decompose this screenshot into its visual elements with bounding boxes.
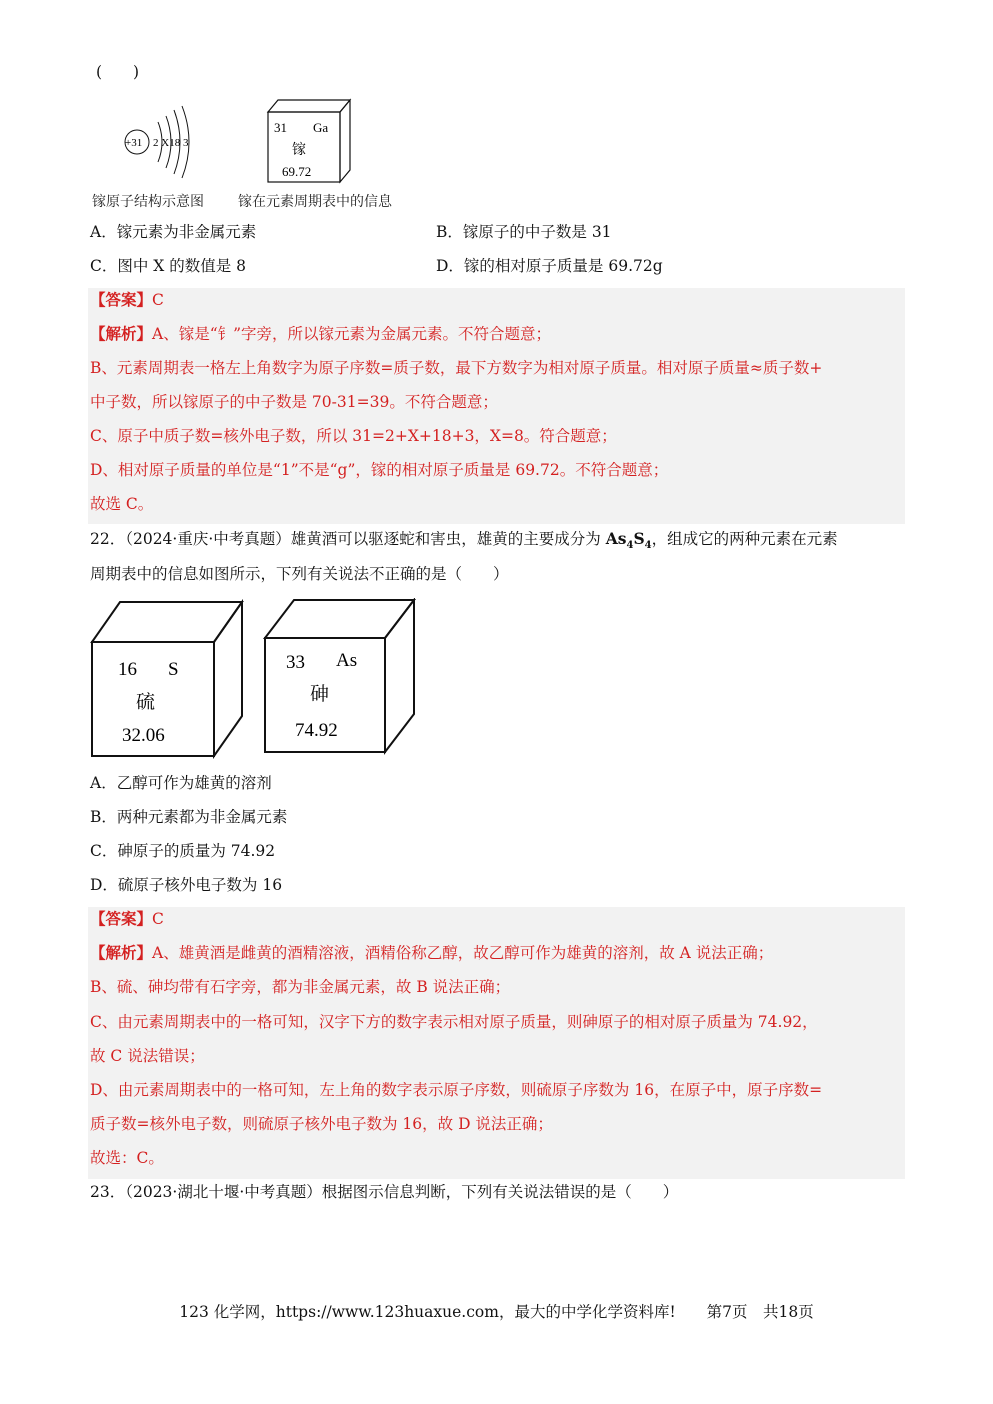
- s-mass: 32.06: [122, 725, 165, 746]
- sulfur-cell: [92, 602, 242, 756]
- analysis-22-line2: B、硫、砷均带有石字旁，都为非金属元素，故 B 说法正确；: [90, 978, 511, 996]
- gallium-figure: [110, 92, 410, 192]
- q22-option-c: C．砷原子的质量为 74.92: [90, 842, 276, 860]
- as-name: 砷: [310, 683, 330, 705]
- analysis-label: 【解析】: [90, 324, 153, 343]
- q22-option-a: A．乙醇可作为雄黄的溶剂: [90, 774, 272, 792]
- answer-value: C: [152, 291, 164, 309]
- s-number: 16: [118, 659, 137, 680]
- q22-stem-start: 22．（2024·重庆·中考真题）雄黄酒可以驱逐蛇和害虫，雄黄的主要成分为: [90, 530, 606, 548]
- answer-label: 【答案】: [90, 290, 153, 309]
- q22-option-d: D．硫原子核外电子数为 16: [90, 876, 283, 894]
- arsenic-cell: [265, 600, 414, 752]
- answer-label: 【答案】: [90, 909, 153, 928]
- analysis-21-line2: B、元素周期表一格左上角数字为原子序数=质子数，最下方数字为相对原子质量。相对原子质量≈质子数+: [90, 359, 823, 377]
- answer-21: [90, 290, 164, 310]
- question-22-line2: 周期表中的信息如图所示，下列有关说法不正确的是（ ）: [90, 565, 509, 583]
- sulfur-arsenic-figure: [88, 598, 418, 763]
- page-footer: 123 化学网，https://www.123huaxue.com，最大的中学化学资料库! 第7页 共18页: [179, 1303, 814, 1321]
- question-23-line1: 23．（2023·湖北十堰·中考真题）根据图示信息判断，下列有关说法错误的是（ ）: [90, 1183, 679, 1201]
- analysis-21-line6: 故选 C。: [90, 495, 154, 513]
- q22-stem-end: ，组成它的两种元素在元素: [651, 530, 838, 548]
- as-mass: 74.92: [295, 720, 338, 741]
- analysis-21-line4: C、原子中质子数=核外电子数，所以 31=2+X+18+3，X=8。符合题意；: [90, 427, 617, 445]
- analysis-21-line5: D、相对原子质量的单位是“1”不是“g”，镓的相对原子质量是 69.72。不符合题意；: [90, 461, 669, 479]
- atom-shells: 2 X18 3: [153, 137, 189, 149]
- s-symbol: S: [168, 659, 179, 680]
- analysis-label: 【解析】: [90, 943, 153, 962]
- analysis-22-line4: 故 C 说法错误；: [90, 1047, 205, 1065]
- analysis-22-line1: [90, 943, 773, 963]
- option-a: A．镓元素为非金属元素: [90, 223, 257, 241]
- caption-atom: 镓原子结构示意图: [92, 194, 204, 210]
- gallium-atom-diagram: [125, 106, 189, 178]
- answer-value: C: [152, 910, 164, 928]
- gallium-cell: [268, 100, 350, 182]
- atom-nucleus: +31: [125, 137, 143, 149]
- answer-22: [90, 909, 164, 929]
- option-c: C．图中 X 的数值是 8: [90, 257, 247, 275]
- question-paren: ( ): [96, 63, 140, 81]
- ga-mass: 69.72: [282, 164, 312, 179]
- analysis-21-line1: [90, 324, 551, 344]
- option-b: B．镓原子的中子数是 31: [436, 223, 612, 241]
- analysis-text: A、雄黄酒是雌黄的酒精溶液，酒精俗称乙醇，故乙醇可作为雄黄的溶剂，故 A 说法正确；: [152, 944, 774, 962]
- as-number: 33: [286, 652, 305, 673]
- analysis-22-line7: 故选：C。: [90, 1149, 164, 1167]
- option-d: D．镓的相对原子质量是 69.72g: [436, 257, 663, 275]
- analysis-21-line3: 中子数，所以镓原子的中子数是 70-31=39。不符合题意；: [90, 393, 498, 411]
- analysis-22-line3: C、由元素周期表中的一格可知，汉字下方的数字表示相对原子质量，则砷原子的相对原子质量为 74.92，: [90, 1013, 818, 1031]
- ga-symbol: Ga: [313, 120, 329, 135]
- question-22-line1: [90, 529, 838, 556]
- q22-option-b: B．两种元素都为非金属元素: [90, 808, 288, 826]
- s-name: 硫: [136, 691, 156, 713]
- ga-name: 镓: [292, 142, 306, 158]
- formula: $As_4S_4$: [605, 529, 652, 552]
- as-symbol: As: [336, 650, 358, 671]
- ga-number: 31: [274, 120, 287, 135]
- analysis-22-line5: D、由元素周期表中的一格可知，左上角的数字表示原子序数，则硫原子序数为 16，在原子中，原子序数=: [90, 1081, 823, 1099]
- analysis-text: A、镓是“钅”字旁，所以镓元素为金属元素。不符合题意；: [152, 325, 552, 343]
- caption-cell: 镓在元素周期表中的信息: [238, 194, 392, 210]
- analysis-22-line6: 质子数=核外电子数，则硫原子核外电子数为 16，故 D 说法正确；: [90, 1115, 553, 1133]
